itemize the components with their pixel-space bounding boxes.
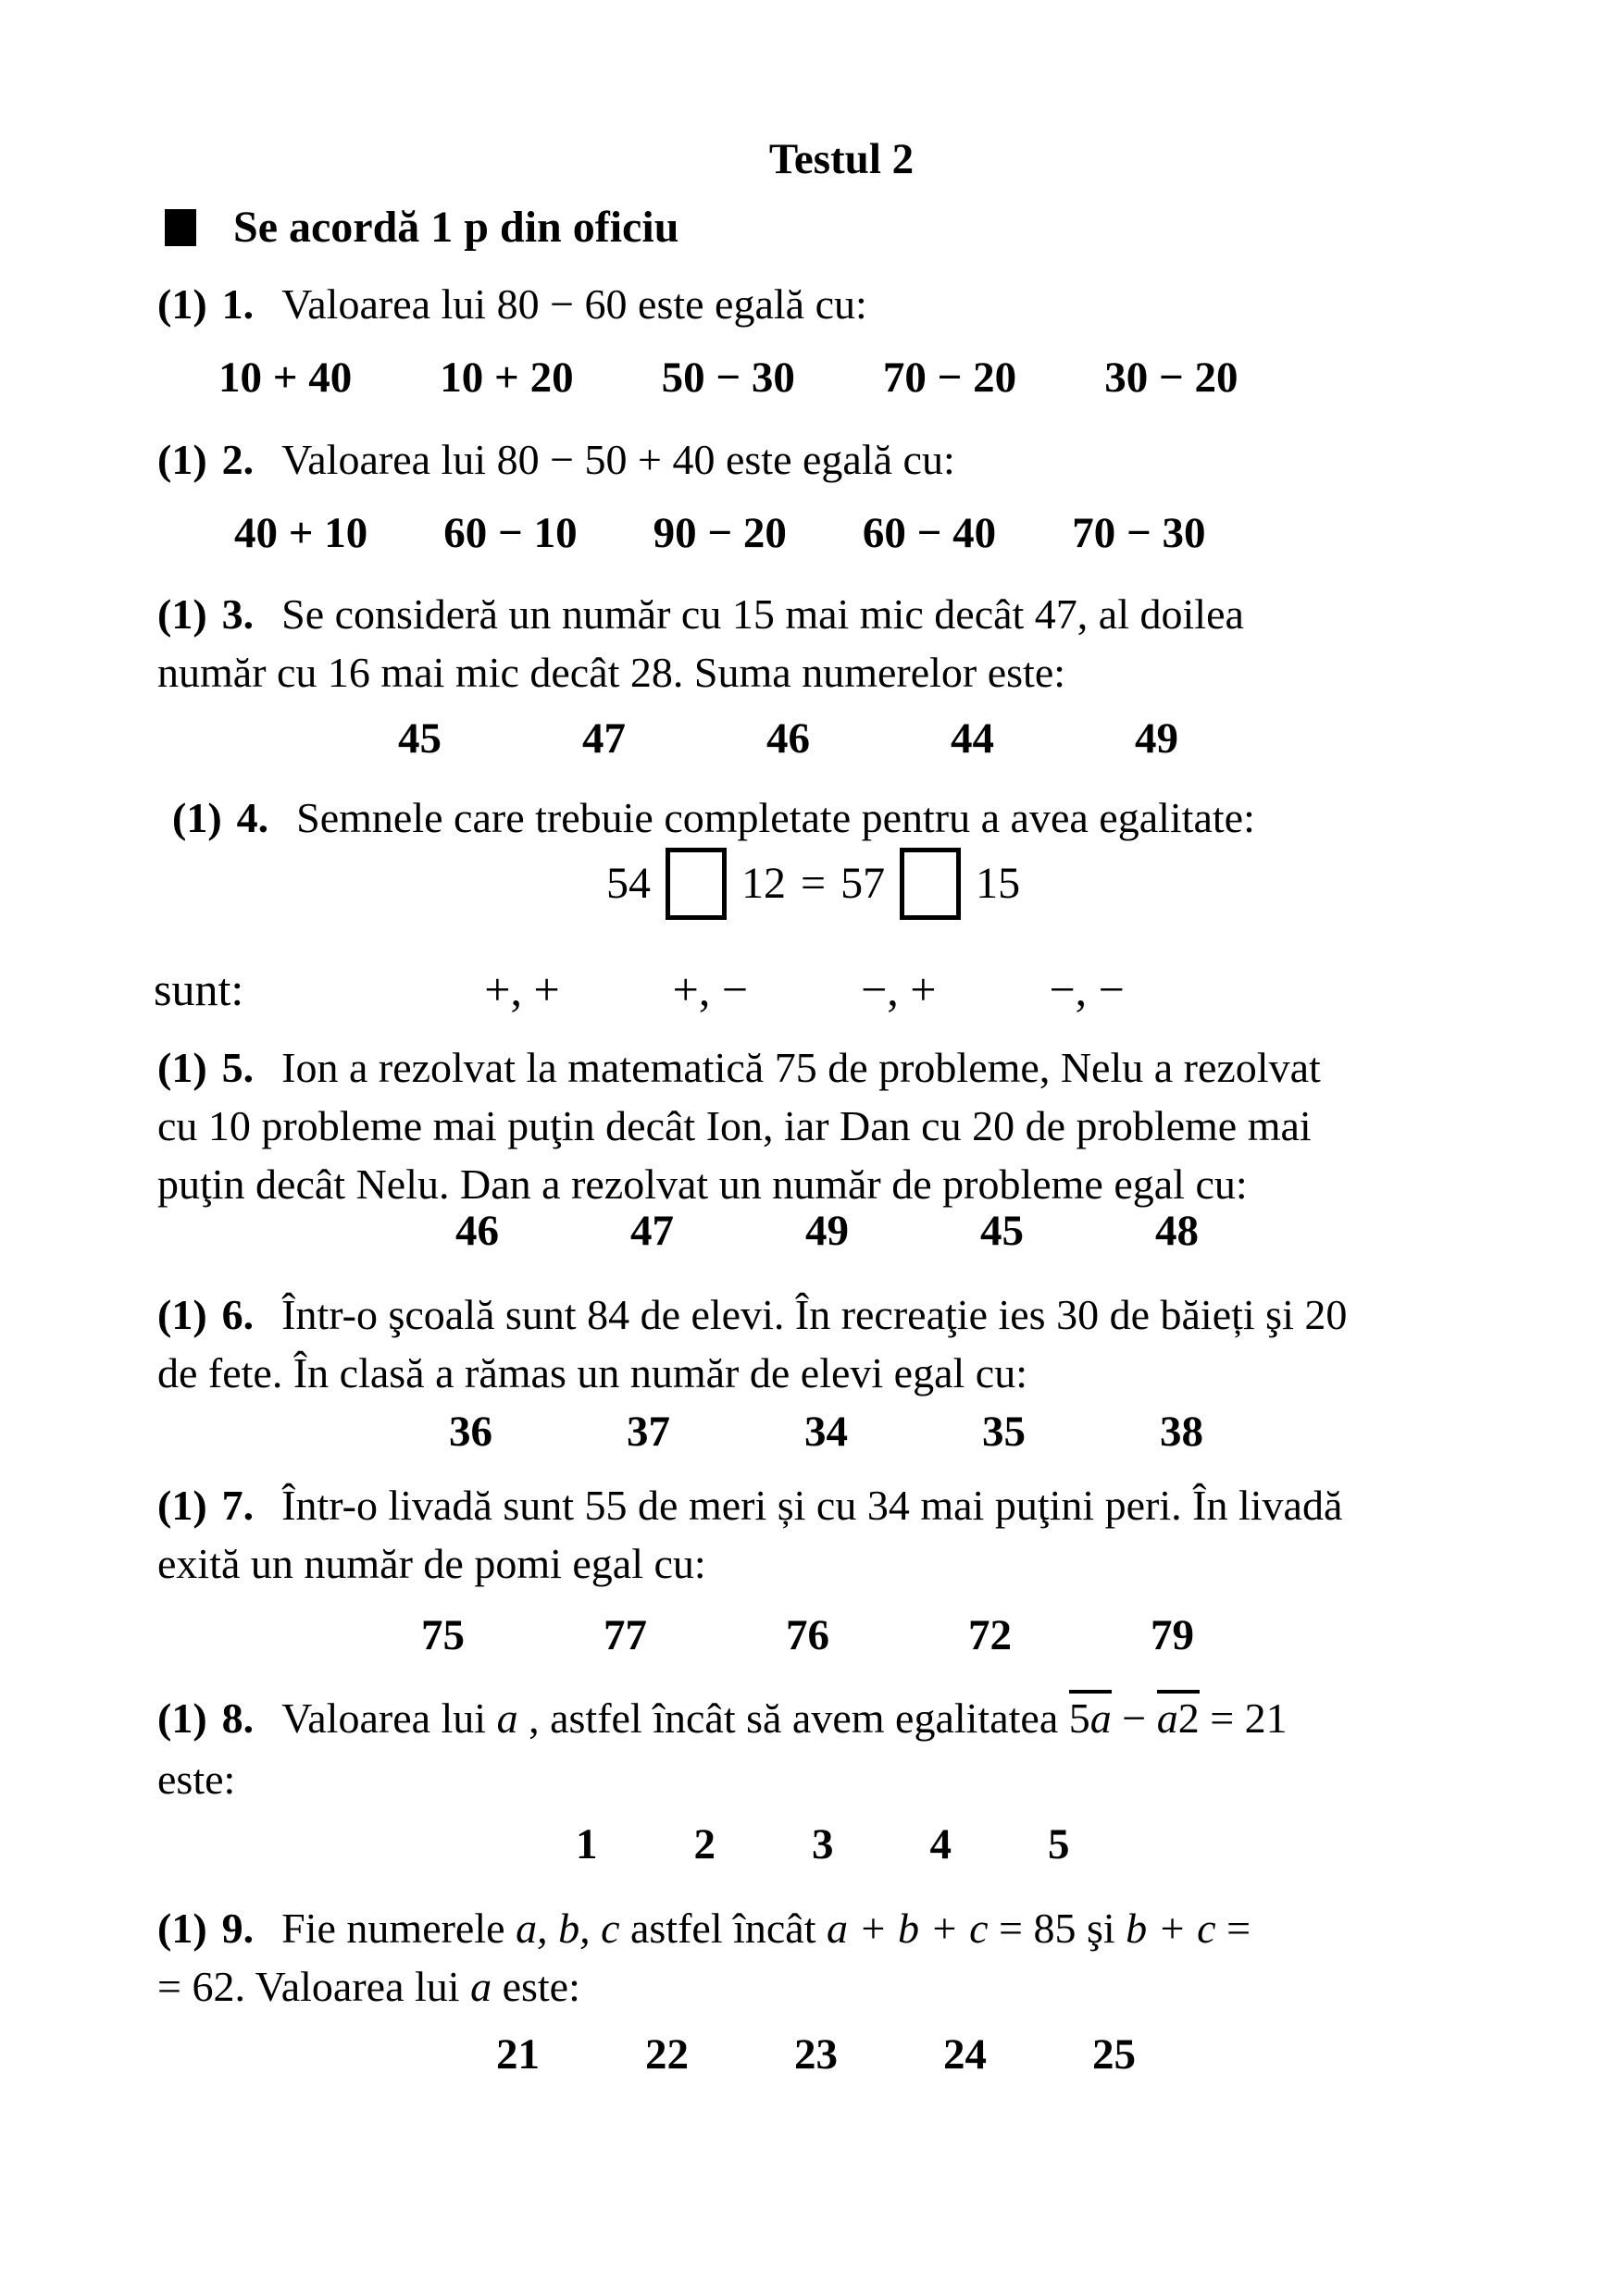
option: 40 + 10 [234, 509, 368, 557]
option: 2 [693, 1820, 716, 1868]
page-title: Testul 2 [768, 135, 915, 183]
points-marker: (1) [157, 1044, 207, 1091]
question-text: Într-o şcoală sunt 84 de elevi. În recreaţie ies 30 de băieți şi 20 [281, 1291, 1348, 1338]
question-text-line2: exită un număr de pomi egal cu: [157, 1540, 706, 1587]
question-number: 4. [236, 794, 269, 841]
option: 10 + 20 [440, 354, 574, 402]
option: 4 [929, 1820, 952, 1868]
option: 34 [804, 1408, 848, 1456]
question-text: Ion a rezolvat la matematică 75 de probleme, Nelu a rezolvat [281, 1044, 1321, 1091]
question-5-options [455, 1205, 1199, 1257]
option: 30 − 20 [1104, 354, 1238, 402]
question-text-line2: este: [157, 1756, 236, 1803]
question-text-line2: de fete. În clasă a rămas un număr de elevi egal cu: [157, 1349, 1027, 1396]
notice-text: Se acordă 1 p din oficiu [233, 203, 679, 252]
option: 23 [794, 2030, 838, 2079]
option: 75 [421, 1611, 465, 1659]
option: 60 − 10 [443, 509, 578, 557]
math-variable: a [496, 1694, 518, 1742]
option: −, − [1049, 963, 1125, 1015]
question-text: Fie numerele [281, 1905, 517, 1952]
option: 72 [968, 1611, 1012, 1659]
option: 46 [766, 714, 810, 763]
math-variable: a [470, 1963, 492, 2010]
question-text-line2: = 62. Valoarea lui a este: [157, 1963, 580, 2010]
math-variables: a, b, c [516, 1905, 620, 1952]
option: 48 [1155, 1207, 1199, 1255]
question-2 [157, 430, 1555, 489]
option: 38 [1160, 1408, 1203, 1456]
option: 47 [582, 714, 626, 763]
option: 90 − 20 [653, 509, 787, 557]
question-2-options [234, 507, 1205, 559]
question-6-options [449, 1406, 1203, 1458]
option: 49 [805, 1207, 849, 1255]
option: 10 + 40 [218, 354, 353, 402]
equation-number: 15 [976, 859, 1021, 908]
option: 46 [455, 1207, 499, 1255]
question-text: = [1215, 1905, 1251, 1952]
math-expression: a + b + c [827, 1905, 989, 1952]
question-number: 2. [221, 436, 255, 483]
square-bullet-icon [165, 209, 196, 246]
option: 60 − 40 [862, 509, 997, 557]
option: 77 [604, 1611, 647, 1659]
option: 37 [627, 1408, 670, 1456]
question-text-line3: puţin decât Nelu. Dan a rezolvat un număr de probleme egal cu: [157, 1160, 1248, 1208]
points-marker: (1) [157, 1694, 207, 1742]
option: 5 [1048, 1820, 1070, 1868]
option: 49 [1135, 714, 1178, 763]
question-text: = 85 şi [988, 1905, 1126, 1952]
question-7-options [421, 1609, 1194, 1661]
option: 1 [576, 1820, 598, 1868]
question-text: Valoarea lui 80 − 60 este egală cu: [281, 280, 867, 328]
option: 25 [1092, 2030, 1136, 2079]
option: 22 [645, 2030, 689, 2079]
question-4-options [154, 962, 1125, 1017]
question-text: Într-o livadă sunt 55 de meri și cu 34 mai puţini peri. În livadă [281, 1482, 1343, 1529]
question-text: Semnele care trebuie completate pentru a avea egalitate: [296, 794, 1255, 841]
question-7 [157, 1476, 1555, 1593]
question-text: Valoarea lui 80 − 50 + 40 este egală cu: [281, 436, 955, 483]
sunt-label: sunt: [154, 963, 244, 1015]
question-number: 6. [221, 1291, 255, 1338]
option: +, − [672, 963, 749, 1015]
notice-line [165, 198, 678, 256]
question-text-line2: număr cu 16 mai mic decât 28. Suma numerelor este: [157, 649, 1066, 696]
option: 21 [496, 2030, 540, 2079]
points-marker: (1) [157, 1291, 207, 1338]
option: 79 [1151, 1611, 1194, 1659]
question-text: Valoarea lui [281, 1694, 497, 1742]
option: 36 [449, 1408, 492, 1456]
question-number: 3. [221, 590, 255, 638]
points-marker: (1) [157, 280, 207, 328]
points-marker: (1) [172, 794, 222, 841]
question-number: 5. [221, 1044, 255, 1091]
option: 70 − 20 [882, 354, 1017, 402]
question-1-options [218, 352, 1238, 403]
question-number: 9. [221, 1905, 255, 1952]
question-3 [157, 585, 1555, 701]
equation-number: 57 [840, 859, 886, 908]
question-number: 7. [221, 1482, 255, 1529]
option: 35 [982, 1408, 1026, 1456]
option: 3 [812, 1820, 834, 1868]
question-text: = 21 [1199, 1694, 1288, 1742]
points-marker: (1) [157, 590, 207, 638]
option: 70 − 30 [1072, 509, 1206, 557]
question-number: 1. [221, 280, 255, 328]
question-number: 8. [221, 1694, 255, 1742]
option: +, + [484, 963, 560, 1015]
question-text: Se consideră un număr cu 15 mai mic decât 47, al doilea [281, 590, 1244, 638]
question-8-options [576, 1818, 1070, 1870]
overlined-number: 5a [1069, 1690, 1112, 1742]
question-text-line2: cu 10 probleme mai puţin decât Ion, iar Dan cu 20 de probleme mai [157, 1102, 1312, 1149]
question-8 [157, 1688, 1555, 1810]
answer-box [666, 848, 727, 920]
equation-number: 12 [741, 859, 786, 908]
option: 24 [943, 2030, 987, 2079]
option: 50 − 30 [661, 354, 795, 402]
points-marker: (1) [157, 436, 207, 483]
question-6 [157, 1285, 1555, 1402]
option: 45 [980, 1207, 1024, 1255]
points-marker: (1) [157, 1482, 207, 1529]
question-4-equation [606, 848, 1020, 920]
points-marker: (1) [157, 1905, 207, 1952]
question-4 [172, 788, 1570, 847]
overlined-number: a2 [1157, 1690, 1200, 1742]
question-3-options [398, 713, 1178, 764]
option: 45 [398, 714, 442, 763]
question-text: astfel încât [619, 1905, 827, 1952]
minus-sign: − [1111, 1694, 1157, 1742]
question-5 [157, 1038, 1555, 1213]
option: −, + [861, 963, 937, 1015]
option: 44 [951, 714, 994, 763]
math-expression: b + c [1126, 1905, 1216, 1952]
question-text: , astfel încât să avem egalitatea [517, 1694, 1069, 1742]
equation-number: 54 [606, 859, 651, 908]
question-9 [157, 1899, 1555, 2016]
option: 47 [630, 1207, 674, 1255]
equals-sign: = [801, 859, 827, 908]
question-1 [157, 275, 1555, 333]
question-9-options [496, 2029, 1136, 2080]
answer-box [900, 848, 961, 920]
option: 76 [786, 1611, 829, 1659]
